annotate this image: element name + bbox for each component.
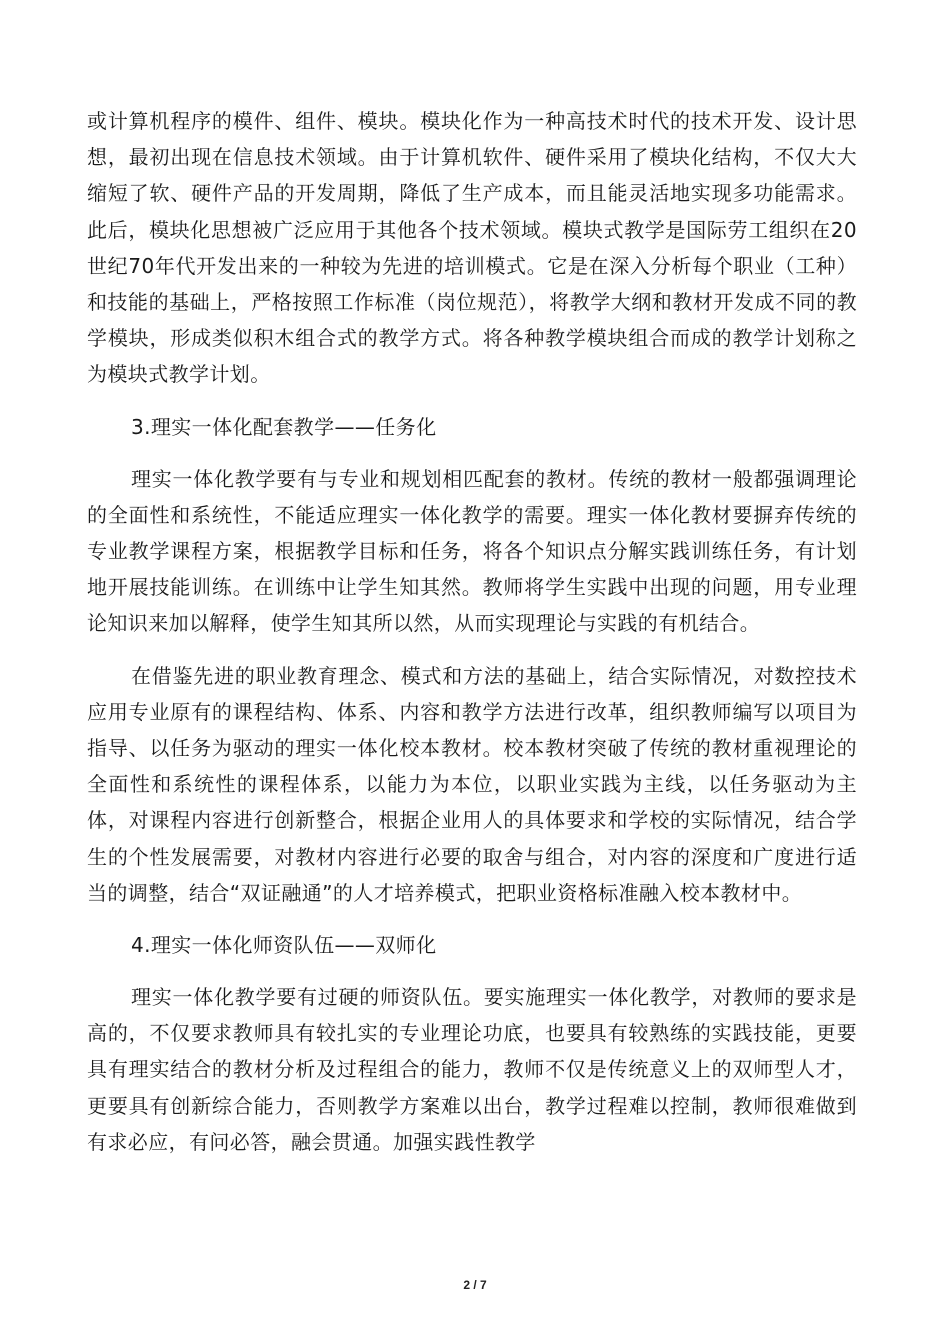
page-indicator: 2 / 7 (463, 1278, 487, 1292)
document-body (87, 103, 857, 1160)
paragraph-textbook-requirements: 理实一体化教学要有与专业和规划相匹配套的教材。传统的教材一般都强调理论的全面性和系统性，不能适应理实一体化教学的需要。理实一体化教材要摒弃传统的专业教学课程方案，根据教学目标和任务，将各个知识点分解实践训练任务，有计划地开展技能训练。在训练中让学生知其然。教师将学生实践中出现的问题，用专业理论知识来加以解释，使学生知其所以然，从而实现理论与实践的有机结合。 (87, 466, 857, 636)
paragraph-teaching-staff: 理实一体化教学要有过硬的师资队伍。要实施理实一体化教学，对教师的要求是高的，不仅要求教师具有较扎实的专业理论功底，也要具有较熟练的实践技能，更要具有理实结合的教材分析及过程组合的能力，教师不仅是传统意义上的双师型人才，更要具有创新综合能力，否则教学方案难以出台，教学过程难以控制，教师很难做到有求必应，有问必答，融会贯通。加强实践性教学 (87, 985, 857, 1154)
paragraph-school-based-textbook: 在借鉴先进的职业教育理念、模式和方法的基础上，结合实际情况，对数控技术应用专业原有的课程结构、体系、内容和教学方法进行改革，组织教师编写以项目为指导、以任务为驱动的理实一体化校本教材。校本教材突破了传统的教材重视理论的全面性和系统性的课程体系，以能力为本位，以职业实践为主线，以任务驱动为主体，对课程内容进行创新整合，根据企业用人的具体要求和学校的实际情况，结合学生的个性发展需要，对教材内容进行必要的取舍与组合，对内容的深度和广度进行适当的调整，结合“双证融通”的人才培养模式，把职业资格标准融入校本教材中。 (87, 663, 857, 905)
section-heading-3: 3.理实一体化配套教学——任务化 (131, 414, 437, 439)
section-heading-4: 4.理实一体化师资队伍——双师化 (131, 933, 437, 958)
paragraph-modular-teaching: 或计算机程序的模件、组件、模块。模块化作为一种高技术时代的技术开发、设计思想，最初出现在信息技术领域。由于计算机软件、硬件采用了模块化结构，不仅大大缩短了软、硬件产品的开发周期，降低了生产成本，而且能灵活地实现多功能需求。此后，模块化思想被广泛应用于其他各个技术领域。模块式教学是国际劳工组织在20世纪70年代开发出来的一种较为先进的培训模式。它是在深入分析每个职业（工种）和技能的基础上，严格按照工作标准（岗位规范），将教学大纲和教材开发成不同的教学模块，形成类似积木组合式的教学方式。将各种教学模块组合而成的教学计划称之为模块式教学计划。 (87, 109, 857, 387)
